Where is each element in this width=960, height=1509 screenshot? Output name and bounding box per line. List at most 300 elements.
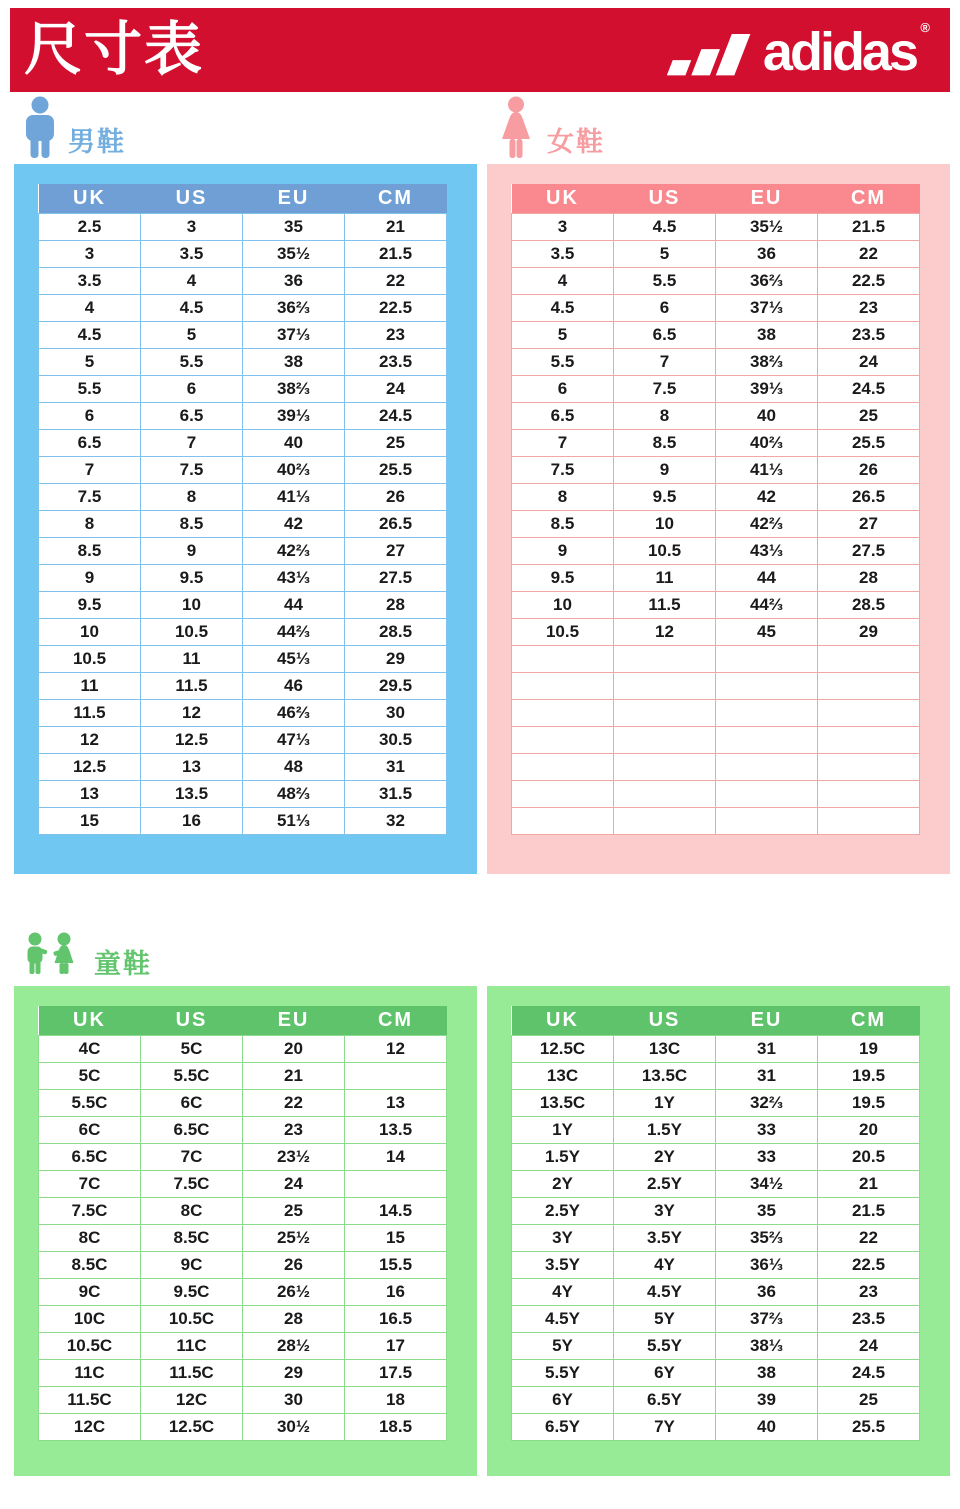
table-cell: 1Y [512,1116,614,1143]
table-cell: 35½ [243,240,345,267]
table-cell: 6.5 [512,402,614,429]
table-cell: 7 [141,429,243,456]
table-cell: 25 [818,402,920,429]
table-cell: 28½ [243,1332,345,1359]
table-cell: 6C [141,1089,243,1116]
table-row [39,1224,447,1251]
table-row [512,510,920,537]
table-cell: 1.5Y [512,1143,614,1170]
table-cell: 22 [818,1224,920,1251]
table-cell: 6C [39,1116,141,1143]
brand-text: adidas [762,22,916,83]
table-header-row [512,184,920,213]
kids-left-section [14,986,477,1476]
table-cell: 8.5C [39,1251,141,1278]
table-cell: 10.5 [614,537,716,564]
table-cell [818,753,920,780]
table-row [39,321,447,348]
table-cell: 21 [243,1062,345,1089]
table-cell: 23 [818,1278,920,1305]
table-cell: 4.5 [141,294,243,321]
column-header-cm: CM [818,1006,920,1035]
table-row [39,699,447,726]
table-row [512,483,920,510]
table-cell: 44⅔ [716,591,818,618]
table-cell: 25½ [243,1224,345,1251]
table-cell: 9.5 [39,591,141,618]
table-cell: 20 [243,1035,345,1062]
table-row [39,1359,447,1386]
table-cell: 3Y [614,1197,716,1224]
table-cell [614,780,716,807]
table-cell: 24 [818,348,920,375]
table-cell: 9C [39,1278,141,1305]
table-row [512,1278,920,1305]
table-cell: 38 [716,1359,818,1386]
table-row [512,213,920,240]
table-cell: 1.5Y [614,1116,716,1143]
table-cell [512,726,614,753]
table-header-row [39,184,447,213]
women-table-head [512,184,920,213]
table-cell: 6Y [614,1359,716,1386]
table-row [39,456,447,483]
table-cell: 9.5 [512,564,614,591]
table-cell: 21 [345,213,447,240]
man-icon [20,96,60,160]
column-header-us: US [141,1006,243,1035]
table-cell: 11.5 [141,672,243,699]
table-cell: 27.5 [818,537,920,564]
table-cell: 4.5 [39,321,141,348]
table-row [512,1170,920,1197]
women-section [487,92,950,874]
column-header-us: US [614,1006,716,1035]
table-row [39,294,447,321]
table-cell: 26½ [243,1278,345,1305]
table-cell: 15 [345,1224,447,1251]
table-cell: 36 [716,240,818,267]
table-cell [614,807,716,834]
table-cell: 3.5 [39,267,141,294]
table-cell: 4Y [614,1251,716,1278]
table-cell: 16 [345,1278,447,1305]
table-row [512,753,920,780]
table-cell: 21.5 [818,1197,920,1224]
table-cell: 32⅔ [716,1089,818,1116]
table-cell: 2.5Y [512,1197,614,1224]
table-cell: 45 [716,618,818,645]
table-cell: 31.5 [345,780,447,807]
table-cell: 22.5 [345,294,447,321]
table-cell: 35 [243,213,345,240]
table-cell: 24 [345,375,447,402]
table-cell: 31 [716,1035,818,1062]
table-cell: 3.5Y [512,1251,614,1278]
table-row [39,591,447,618]
table-cell: 5 [614,240,716,267]
table-cell: 10 [39,618,141,645]
table-cell: 11.5C [39,1386,141,1413]
table-cell: 39 [716,1386,818,1413]
table-cell: 29 [243,1359,345,1386]
table-cell: 6.5C [141,1116,243,1143]
column-header-us: US [614,184,716,213]
table-cell: 23.5 [345,348,447,375]
table-cell [716,672,818,699]
table-cell: 26 [243,1251,345,1278]
table-cell: 42 [716,483,818,510]
table-cell: 5Y [614,1305,716,1332]
table-cell: 17 [345,1332,447,1359]
table-row [512,1035,920,1062]
table-cell: 6 [614,294,716,321]
table-cell: 9.5 [141,564,243,591]
table-cell [716,753,818,780]
table-row [512,564,920,591]
table-cell: 40 [243,429,345,456]
table-cell: 51⅓ [243,807,345,834]
kids-sections-row [14,986,950,1476]
table-cell [716,780,818,807]
table-row [512,807,920,834]
table-cell: 45⅓ [243,645,345,672]
table-cell: 26 [818,456,920,483]
table-cell: 2Y [512,1170,614,1197]
table-cell: 10.5C [39,1332,141,1359]
table-cell: 22 [345,267,447,294]
table-row [39,375,447,402]
table-cell [345,1170,447,1197]
table-cell: 25 [243,1197,345,1224]
table-cell [716,645,818,672]
table-cell: 6.5 [141,402,243,429]
column-header-uk: UK [512,1006,614,1035]
table-cell: 13C [512,1062,614,1089]
table-cell: 8 [614,402,716,429]
table-cell: 12C [141,1386,243,1413]
table-cell: 22.5 [818,267,920,294]
kids-section-label: 童鞋 [94,949,152,980]
men-table-head [39,184,447,213]
table-cell: 44 [243,591,345,618]
table-cell: 12 [614,618,716,645]
adidas-logo [665,20,930,83]
top-banner [10,8,950,92]
table-cell: 27 [818,510,920,537]
column-header-eu: EU [716,1006,818,1035]
table-cell: 21.5 [345,240,447,267]
table-row [39,240,447,267]
table-cell: 17.5 [345,1359,447,1386]
men-section-header [14,92,477,164]
adidas-wordmark [762,20,930,83]
table-cell: 5.5 [141,348,243,375]
table-cell: 8.5 [512,510,614,537]
table-cell [716,807,818,834]
table-cell: 40⅔ [716,429,818,456]
table-row [512,375,920,402]
table-row [39,483,447,510]
table-cell: 35 [716,1197,818,1224]
table-cell: 24.5 [345,402,447,429]
table-cell: 7 [512,429,614,456]
table-cell: 12.5 [141,726,243,753]
table-cell [512,780,614,807]
content [0,92,960,1476]
table-cell [614,753,716,780]
table-cell: 7 [614,348,716,375]
table-cell: 12 [345,1035,447,1062]
table-cell: 22 [243,1089,345,1116]
table-cell: 5C [39,1062,141,1089]
table-row [512,1062,920,1089]
table-header-row [512,1006,920,1035]
kids-right-table-body [512,1035,920,1440]
table-cell: 41⅓ [243,483,345,510]
table-row [512,240,920,267]
table-cell: 12.5C [141,1413,243,1440]
table-cell: 10 [512,591,614,618]
table-cell [512,807,614,834]
table-cell: 9.5C [141,1278,243,1305]
table-cell: 10.5 [39,645,141,672]
men-section [14,92,477,874]
registered-mark: ® [920,20,930,36]
table-cell: 11C [39,1359,141,1386]
table-cell: 13C [614,1035,716,1062]
table-cell: 6.5 [39,429,141,456]
table-row [512,1251,920,1278]
table-row [39,348,447,375]
table-cell: 31 [345,753,447,780]
table-row [512,1143,920,1170]
table-row [512,699,920,726]
children-icon [20,932,86,982]
table-row [39,213,447,240]
table-cell: 3.5 [141,240,243,267]
table-cell: 25.5 [818,429,920,456]
table-cell: 19.5 [818,1089,920,1116]
kids-right-panel [487,986,950,1476]
table-cell: 6.5C [39,1143,141,1170]
table-cell: 28 [345,591,447,618]
table-cell: 22 [818,240,920,267]
table-cell: 5.5C [141,1062,243,1089]
table-cell: 9 [512,537,614,564]
page-title: 尺寸表 [24,17,205,82]
table-cell: 15 [39,807,141,834]
table-row [512,1224,920,1251]
table-cell: 31 [716,1062,818,1089]
size-chart-page [0,8,960,1509]
table-cell: 7.5 [39,483,141,510]
table-cell: 43⅓ [716,537,818,564]
table-cell: 26.5 [818,483,920,510]
table-cell: 42⅔ [716,510,818,537]
table-cell: 4Y [512,1278,614,1305]
table-cell: 24 [243,1170,345,1197]
table-cell: 44 [716,564,818,591]
table-cell: 3Y [512,1224,614,1251]
table-cell: 38⅔ [243,375,345,402]
table-cell: 2Y [614,1143,716,1170]
table-row [39,1089,447,1116]
table-cell: 7.5 [141,456,243,483]
table-cell: 33 [716,1143,818,1170]
table-row [512,1197,920,1224]
table-cell: 9 [614,456,716,483]
women-panel [487,164,950,874]
table-cell: 5.5 [614,267,716,294]
table-cell [818,645,920,672]
table-cell: 28.5 [345,618,447,645]
table-cell: 35⅔ [716,1224,818,1251]
table-row [512,618,920,645]
kids-left-table-body [39,1035,447,1440]
table-cell: 36 [243,267,345,294]
table-row [39,1413,447,1440]
table-cell: 5.5C [39,1089,141,1116]
table-row [39,1332,447,1359]
table-cell: 3.5Y [614,1224,716,1251]
table-cell: 18 [345,1386,447,1413]
table-cell: 25 [818,1386,920,1413]
table-row [39,1035,447,1062]
column-header-eu: EU [716,184,818,213]
table-cell: 7 [39,456,141,483]
table-cell: 39⅓ [716,375,818,402]
women-table-body [512,213,920,834]
table-cell: 37⅔ [716,1305,818,1332]
table-cell: 13.5 [141,780,243,807]
table-cell: 21 [818,1170,920,1197]
table-cell: 36⅔ [716,267,818,294]
table-cell: 38 [243,348,345,375]
table-row [512,267,920,294]
table-cell: 24 [818,1332,920,1359]
column-header-uk: UK [39,184,141,213]
table-cell: 9 [141,537,243,564]
table-cell: 36⅓ [716,1251,818,1278]
table-row [39,537,447,564]
table-cell: 23½ [243,1143,345,1170]
table-cell: 24.5 [818,1359,920,1386]
table-cell [818,807,920,834]
table-cell: 38⅔ [716,348,818,375]
table-cell: 42⅔ [243,537,345,564]
table-cell: 11.5 [39,699,141,726]
table-cell: 43⅓ [243,564,345,591]
table-cell: 5.5Y [512,1359,614,1386]
table-cell: 7.5C [141,1170,243,1197]
table-cell: 9C [141,1251,243,1278]
table-cell: 3.5 [512,240,614,267]
kids-right-table-head [512,1006,920,1035]
adult-sections-row [14,92,950,874]
table-cell [818,699,920,726]
table-cell: 12C [39,1413,141,1440]
table-row [39,807,447,834]
table-cell: 8.5 [39,537,141,564]
table-cell: 6.5Y [512,1413,614,1440]
table-cell: 11 [39,672,141,699]
table-cell: 13.5C [614,1062,716,1089]
table-cell: 8C [39,1224,141,1251]
table-cell: 28 [243,1305,345,1332]
table-cell: 8C [141,1197,243,1224]
table-cell: 5 [512,321,614,348]
table-cell: 48 [243,753,345,780]
table-cell: 12 [39,726,141,753]
table-row [512,402,920,429]
table-cell: 23 [243,1116,345,1143]
table-cell: 14.5 [345,1197,447,1224]
adidas-three-stripes-icon [665,23,753,77]
table-cell: 23 [818,294,920,321]
table-cell [818,726,920,753]
table-row [512,591,920,618]
table-cell: 4C [39,1035,141,1062]
table-cell [345,1062,447,1089]
table-cell: 11.5 [614,591,716,618]
table-cell: 13 [141,753,243,780]
table-cell: 30 [345,699,447,726]
table-cell: 2.5Y [614,1170,716,1197]
table-cell: 23 [345,321,447,348]
table-row [512,645,920,672]
women-section-label: 女鞋 [547,127,605,158]
table-row [39,267,447,294]
table-row [512,1359,920,1386]
table-row [39,1143,447,1170]
table-row [39,564,447,591]
table-cell: 4 [512,267,614,294]
table-cell: 13 [345,1089,447,1116]
table-cell [512,699,614,726]
table-cell: 11 [141,645,243,672]
table-cell: 28.5 [818,591,920,618]
table-cell: 7C [141,1143,243,1170]
table-cell: 4 [39,294,141,321]
table-cell: 13 [39,780,141,807]
table-cell: 26 [345,483,447,510]
table-cell: 12 [141,699,243,726]
table-cell: 25.5 [345,456,447,483]
column-header-uk: UK [512,184,614,213]
table-row [512,780,920,807]
table-cell: 40⅔ [243,456,345,483]
table-cell: 4.5Y [512,1305,614,1332]
table-cell: 30½ [243,1413,345,1440]
table-cell: 3 [39,240,141,267]
table-cell [818,672,920,699]
table-cell: 33 [716,1116,818,1143]
table-cell: 47⅓ [243,726,345,753]
table-cell: 7C [39,1170,141,1197]
table-row [39,672,447,699]
table-cell: 7.5 [614,375,716,402]
table-cell: 5C [141,1035,243,1062]
table-cell: 46⅔ [243,699,345,726]
table-cell: 12.5 [39,753,141,780]
table-row [39,753,447,780]
table-row [39,1278,447,1305]
table-cell: 29 [345,645,447,672]
table-cell: 46 [243,672,345,699]
table-cell [818,780,920,807]
table-cell: 9 [39,564,141,591]
